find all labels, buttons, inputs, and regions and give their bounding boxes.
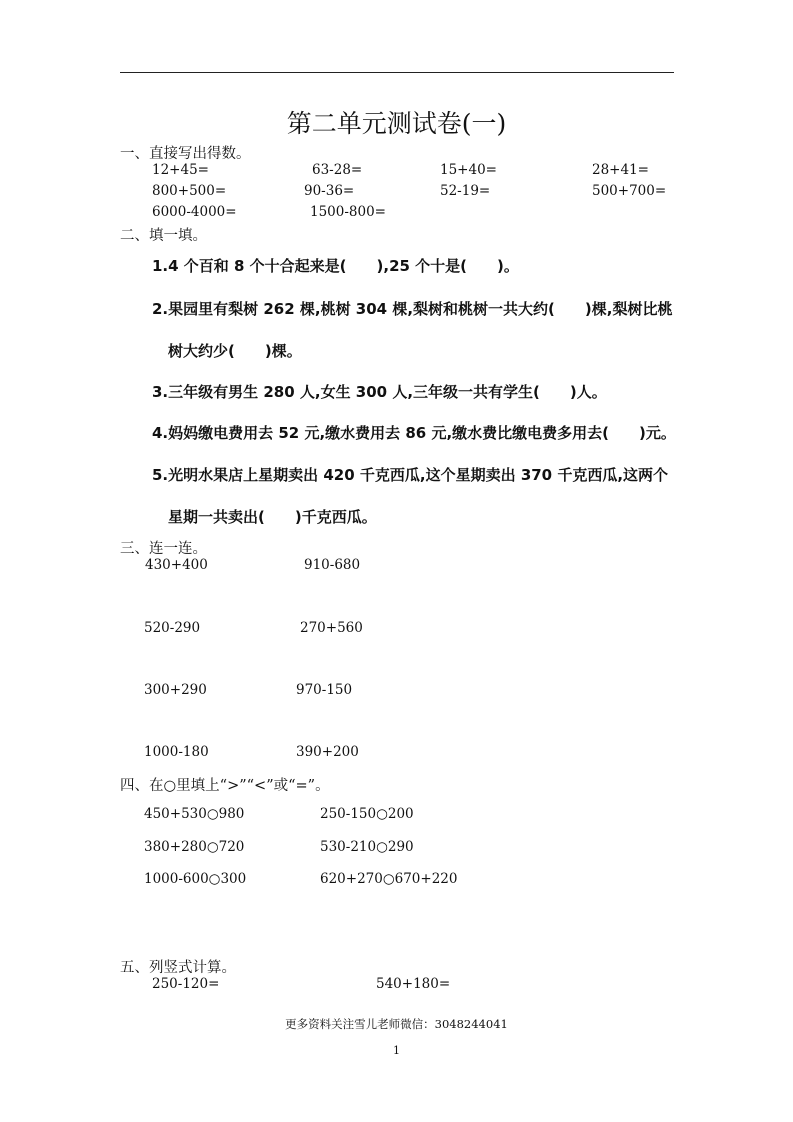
- vertical-calc-item: 250-120=: [152, 976, 220, 992]
- fill-question-5: 5.光明水果店上星期卖出 420 千克西瓜,这个星期卖出 370 千克西瓜,这两个: [152, 466, 669, 484]
- compare-item: 450+530○980: [144, 806, 245, 822]
- match-right-item: 910-680: [304, 557, 361, 573]
- exercise-item: 6000-4000=: [152, 204, 237, 220]
- fill-question-2-continued: 树大约少( )棵。: [168, 342, 302, 360]
- match-left-item: 300+290: [144, 682, 207, 698]
- exercise-item: 800+500=: [152, 183, 227, 199]
- compare-item: 620+270○670+220: [320, 871, 458, 887]
- header-rule: [120, 72, 674, 73]
- page-title: 第二单元测试卷(一): [286, 109, 507, 138]
- exercise-item: 28+41=: [592, 162, 649, 178]
- exercise-item: 500+700=: [592, 183, 667, 199]
- compare-item: 380+280○720: [144, 839, 245, 855]
- section-5-heading: 五、列竖式计算。: [120, 960, 236, 976]
- section-4-heading: 四、在○里填上“>”“<”或“=”。: [120, 778, 330, 794]
- footer-note: 更多资料关注雪儿老师微信：3048244041: [285, 1017, 508, 1031]
- exercise-item: 15+40=: [440, 162, 497, 178]
- fill-question-2: 2.果园里有梨树 262 棵,桃树 304 棵,梨树和桃树一共大约( )棵,梨树比桃: [152, 300, 673, 318]
- match-left-item: 1000-180: [144, 744, 209, 760]
- match-right-item: 390+200: [296, 744, 359, 760]
- exercise-item: 12+45=: [152, 162, 209, 178]
- fill-question-5-continued: 星期一共卖出( )千克西瓜。: [168, 508, 377, 526]
- match-left-item: 520-290: [144, 620, 201, 636]
- match-right-item: 270+560: [300, 620, 363, 636]
- compare-item: 250-150○200: [320, 806, 414, 822]
- match-right-item: 970-150: [296, 682, 353, 698]
- exercise-item: 1500-800=: [310, 204, 386, 220]
- compare-item: 1000-600○300: [144, 871, 247, 887]
- fill-question-3: 3.三年级有男生 280 人,女生 300 人,三年级一共有学生( )人。: [152, 383, 607, 401]
- vertical-calc-item: 540+180=: [376, 976, 451, 992]
- fill-question-1: 1.4 个百和 8 个十合起来是( ),25 个十是( )。: [152, 257, 519, 275]
- section-2-heading: 二、填一填。: [120, 228, 207, 244]
- compare-item: 530-210○290: [320, 839, 414, 855]
- exercise-item: 90-36=: [304, 183, 355, 199]
- exercise-item: 52-19=: [440, 183, 491, 199]
- section-1-heading: 一、直接写出得数。: [120, 146, 251, 162]
- section-3-heading: 三、连一连。: [120, 541, 207, 557]
- page-number: 1: [393, 1044, 400, 1057]
- match-left-item: 430+400: [145, 557, 208, 573]
- fill-question-4: 4.妈妈缴电费用去 52 元,缴水费用去 86 元,缴水费比缴电费多用去( )元。: [152, 424, 676, 442]
- exercise-item: 63-28=: [312, 162, 363, 178]
